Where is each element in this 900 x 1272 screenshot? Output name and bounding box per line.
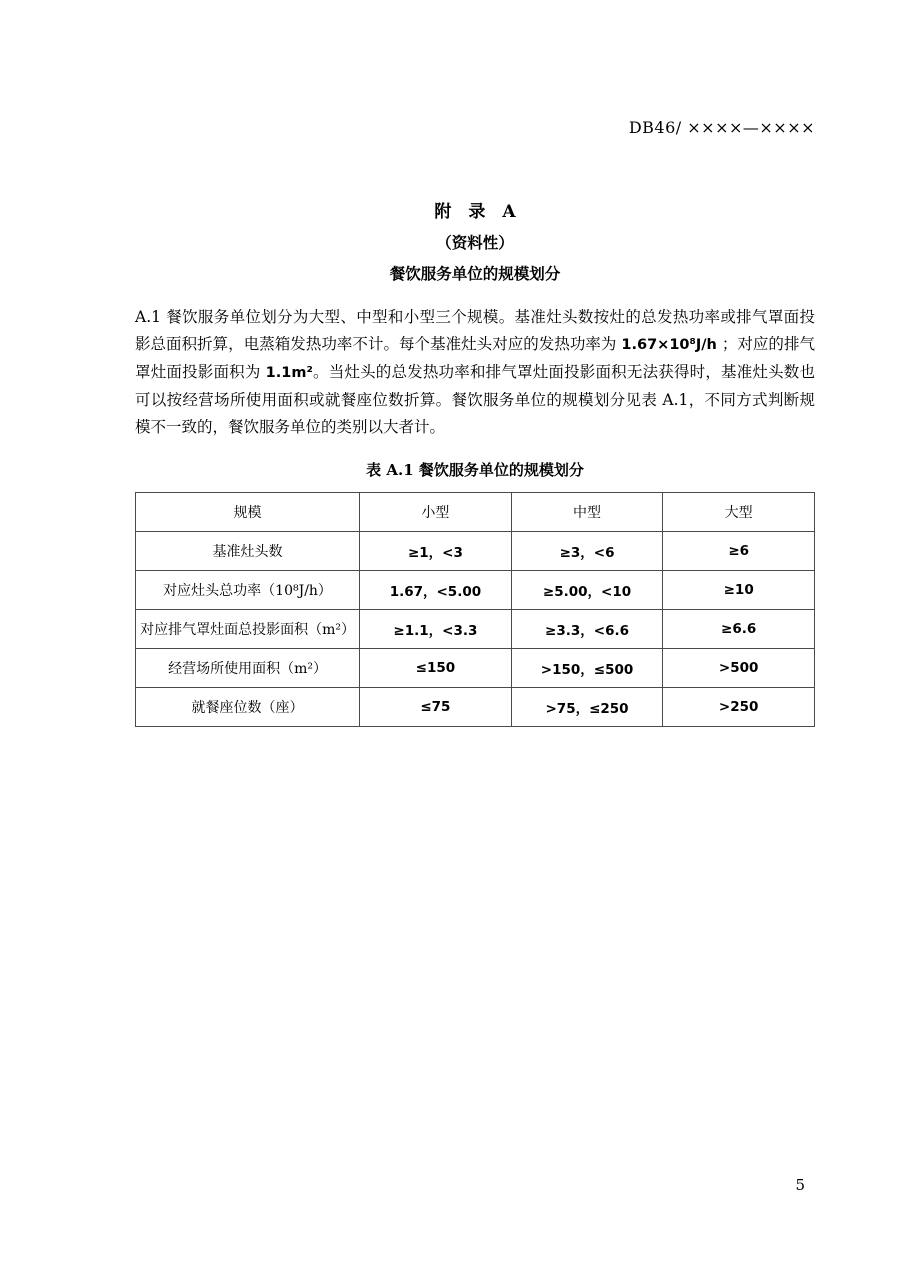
page-number: 5 bbox=[795, 1176, 805, 1194]
table-value-cell: ≥5.00，<10 bbox=[511, 571, 663, 610]
table-label-cell: 对应灶头总功率（10⁸J/h） bbox=[136, 571, 360, 610]
table-row bbox=[136, 688, 815, 727]
page-content bbox=[135, 0, 815, 727]
table-value-cell: ≤150 bbox=[360, 649, 512, 688]
table-header-row bbox=[136, 493, 815, 532]
table-row bbox=[136, 649, 815, 688]
table-value-cell: ≤75 bbox=[360, 688, 512, 727]
table-header-cell: 大型 bbox=[663, 493, 815, 532]
table-value-cell: 1.67，<5.00 bbox=[360, 571, 512, 610]
table-header-cell: 中型 bbox=[511, 493, 663, 532]
table-value-cell: ≥3，<6 bbox=[511, 532, 663, 571]
table-label-cell: 就餐座位数（座） bbox=[136, 688, 360, 727]
table-header-cell: 小型 bbox=[360, 493, 512, 532]
scale-classification-table bbox=[135, 492, 815, 727]
paragraph-run: 。当灶头的总发热功率和排气罩灶面投影面积无法获得时，基准灶头数也可以按经营场所使用面积或就餐座位数折算。餐饮服务单位的规模划分见表 A.1，不同方式判断规模不一致的，餐饮服务单位的类别以大者计。 bbox=[135, 363, 815, 436]
appendix-subtitle: （资料性） bbox=[436, 233, 514, 252]
table-value-cell: ≥1，<3 bbox=[360, 532, 512, 571]
table-label-cell: 经营场所使用面积（m²） bbox=[136, 649, 360, 688]
appendix-heading: 餐饮服务单位的规模划分 bbox=[389, 264, 561, 283]
appendix-title: 附 录 A bbox=[434, 202, 516, 222]
table-caption: 表 A.1 餐饮服务单位的规模划分 bbox=[366, 461, 584, 479]
paragraph-run: A.1 餐饮服务单位划分为大型、中型和小型三个规模。基准灶头数按灶的总发热功率或排气罩面投影总面积折算，电蒸箱发热功率不计。每个基准灶头对应的发热功率为 bbox=[135, 308, 815, 353]
table-label-cell: 基准灶头数 bbox=[136, 532, 360, 571]
table-value-cell: ≥1.1，<3.3 bbox=[360, 610, 512, 649]
table-value-cell: >250 bbox=[663, 688, 815, 727]
paragraph-run-number: 1.1m² bbox=[265, 365, 313, 381]
paragraph-run: ；对应的排气罩灶面投影面积为 bbox=[135, 335, 815, 381]
table-row bbox=[136, 571, 815, 610]
table-value-cell: >500 bbox=[663, 649, 815, 688]
paragraph-a1 bbox=[135, 304, 815, 441]
table-value-cell: ≥6 bbox=[663, 532, 815, 571]
table-value-cell: ≥6.6 bbox=[663, 610, 815, 649]
document-number: DB46/ ××××—×××× bbox=[628, 118, 815, 137]
table-header-cell: 规模 bbox=[136, 493, 360, 532]
table-value-cell: >75，≤250 bbox=[511, 688, 663, 727]
table-value-cell: >150，≤500 bbox=[511, 649, 663, 688]
table-row bbox=[136, 610, 815, 649]
paragraph-run-number: 1.67×10⁸J/h bbox=[621, 337, 717, 353]
table-label-cell: 对应排气罩灶面总投影面积（m²） bbox=[136, 610, 360, 649]
table-row bbox=[136, 532, 815, 571]
table-value-cell: ≥10 bbox=[663, 571, 815, 610]
table-value-cell: ≥3.3，<6.6 bbox=[511, 610, 663, 649]
